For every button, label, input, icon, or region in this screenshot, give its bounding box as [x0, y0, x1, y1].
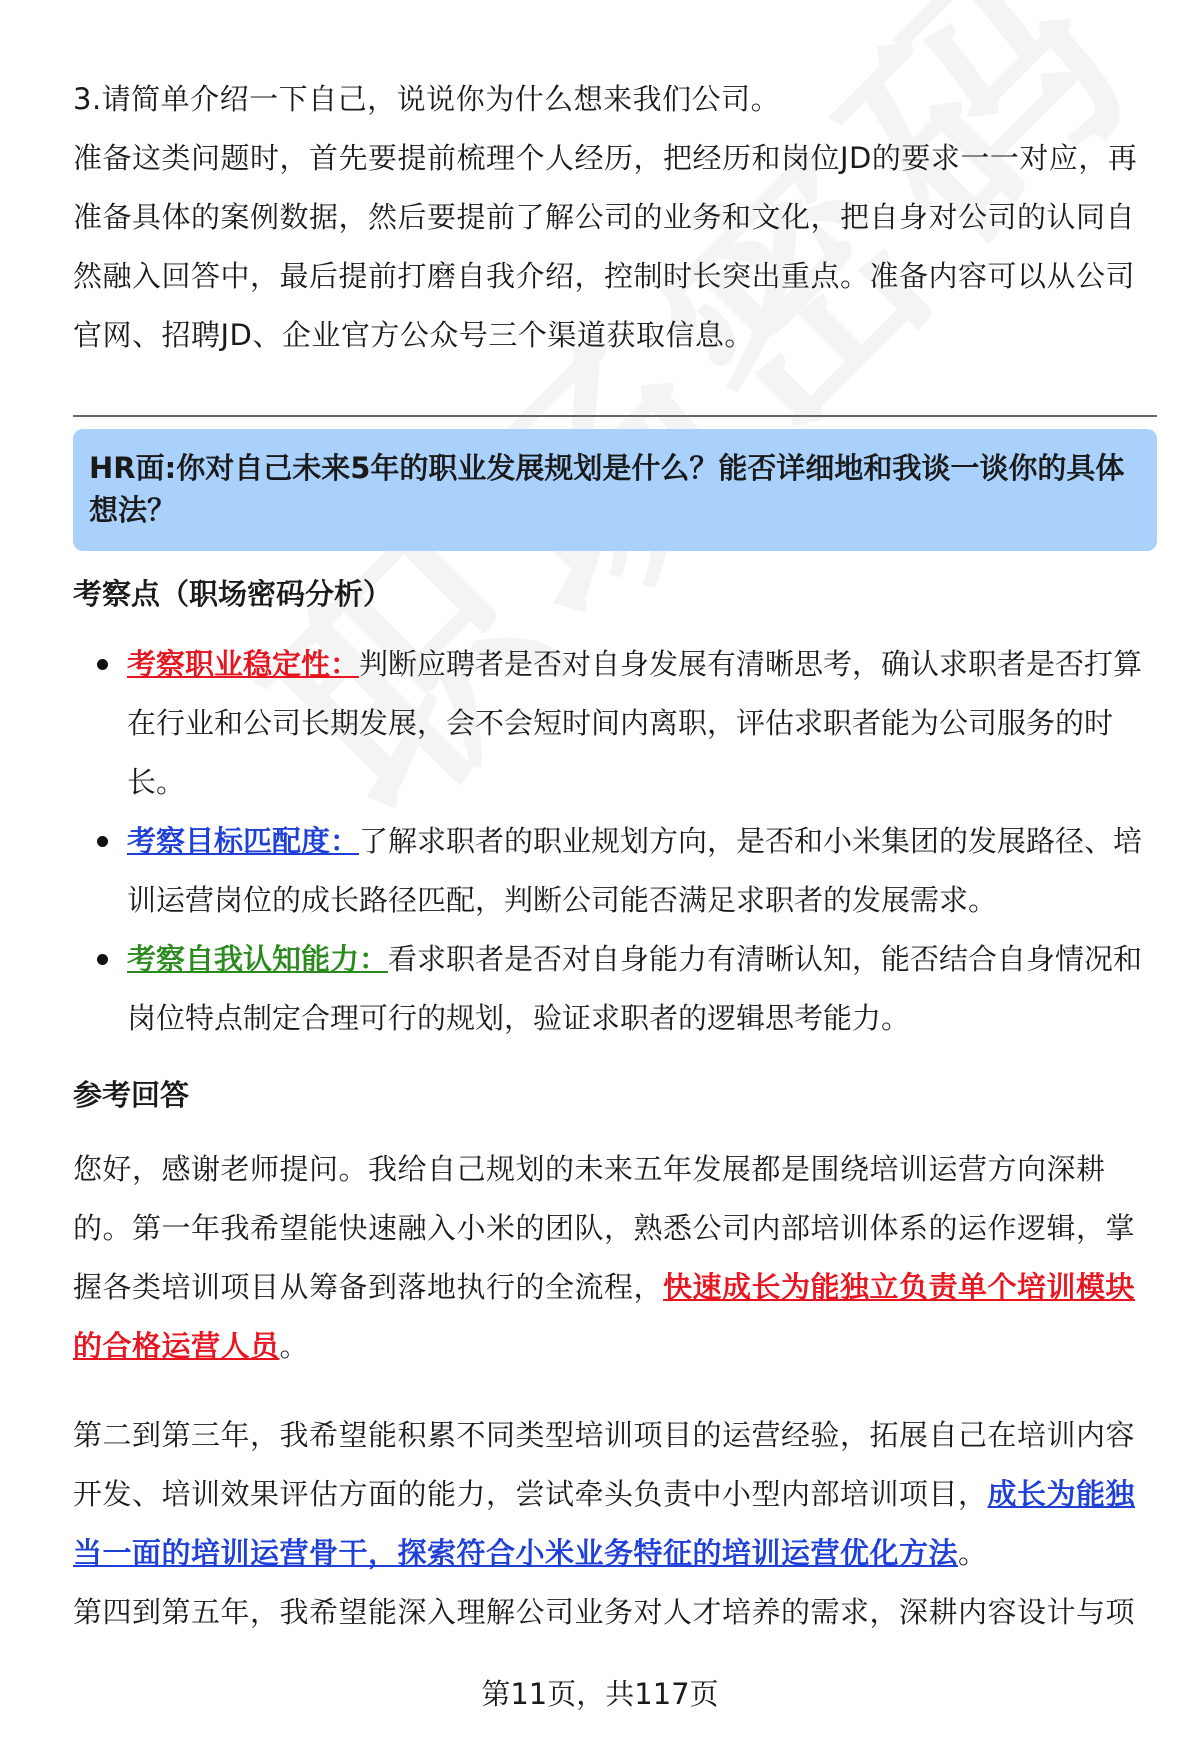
point-text: 判断应聘者是否对自身发展有清晰思考，确认求职者是否打算在行业和公司长期发展，会不会短时间内离职，评估求职者能为公司服务的时长。: [127, 647, 1143, 799]
list-item: [73, 635, 1157, 812]
answer-text: 您好，感谢老师提问。我给自己规划的未来五年发展都是围绕培训运营方向深耕的。第一年我希望能快速融入小米的团队，熟悉公司内部培训体系的运作逻辑，掌握各类培训项目从筹备到落地执行的全流程，: [73, 1152, 1136, 1304]
answer-end: 。: [279, 1329, 310, 1363]
point-key: 考察自我认知能力：: [127, 942, 389, 976]
intro-paragraph: 准备这类问题时，首先要提前梳理个人经历，把经历和岗位JD的要求一一对应，再准备具体的案例数据，然后要提前了解公司的业务和文化，把自身对公司的认同自然融入回答中，最后提前打磨自我介绍，控制时长突出重点。准备内容可以从公司官网、招聘JD、企业官方公众号三个渠道获取信息。: [73, 141, 1138, 352]
bullet-icon: [97, 836, 108, 847]
bullet-icon: [97, 659, 108, 670]
points-list: [73, 635, 1157, 1048]
answer-paragraph-1: [73, 1140, 1157, 1376]
answer-highlight: 快速成长为能独立负责单个培训模块的合格运营人员: [73, 1270, 1136, 1363]
page-footer: 第11页，共117页: [481, 1677, 719, 1711]
answer-paragraph-2: [73, 1406, 1157, 1583]
divider: [73, 415, 1157, 417]
document-page: [73, 70, 1157, 1642]
question-callout: [73, 429, 1157, 551]
answer-paragraph-3: 第四到第五年，我希望能深入理解公司业务对人才培养的需求，深耕内容设计与项: [73, 1595, 1136, 1629]
answer-heading: 参考回答: [73, 1078, 190, 1112]
answer-end: 。: [958, 1536, 988, 1570]
point-key: 考察目标匹配度：: [127, 824, 360, 858]
bullet-icon: [97, 954, 108, 965]
list-item: [73, 930, 1157, 1048]
callout-text: HR面:你对自己未来5年的职业发展规划是什么？能否详细地和我谈一谈你的具体想法？: [89, 451, 1125, 527]
answer-highlight: 成长为能独当一面的培训运营骨干，探索符合小米业务特征的培训运营优化方法: [73, 1477, 1136, 1570]
question-3: 3.请简单介绍一下自己，说说你为什么想来我们公司。: [73, 82, 781, 116]
points-heading: 考察点（职场密码分析）: [73, 577, 393, 611]
answer-text: 第二到第三年，我希望能积累不同类型培训项目的运营经验，拓展自己在培训内容开发、培训效果评估方面的能力，尝试牵头负责中小型内部培训项目，: [73, 1418, 1136, 1511]
point-text: 看求职者是否对自身能力有清晰认知，能否结合自身情况和岗位特点制定合理可行的规划，验证求职者的逻辑思考能力。: [127, 942, 1143, 1035]
list-item: [73, 812, 1157, 930]
point-key: 考察职业稳定性：: [127, 647, 360, 681]
point-text: 了解求职者的职业规划方向，是否和小米集团的发展路径、培训运营岗位的成长路径匹配，判断公司能否满足求职者的发展需求。: [127, 824, 1143, 917]
